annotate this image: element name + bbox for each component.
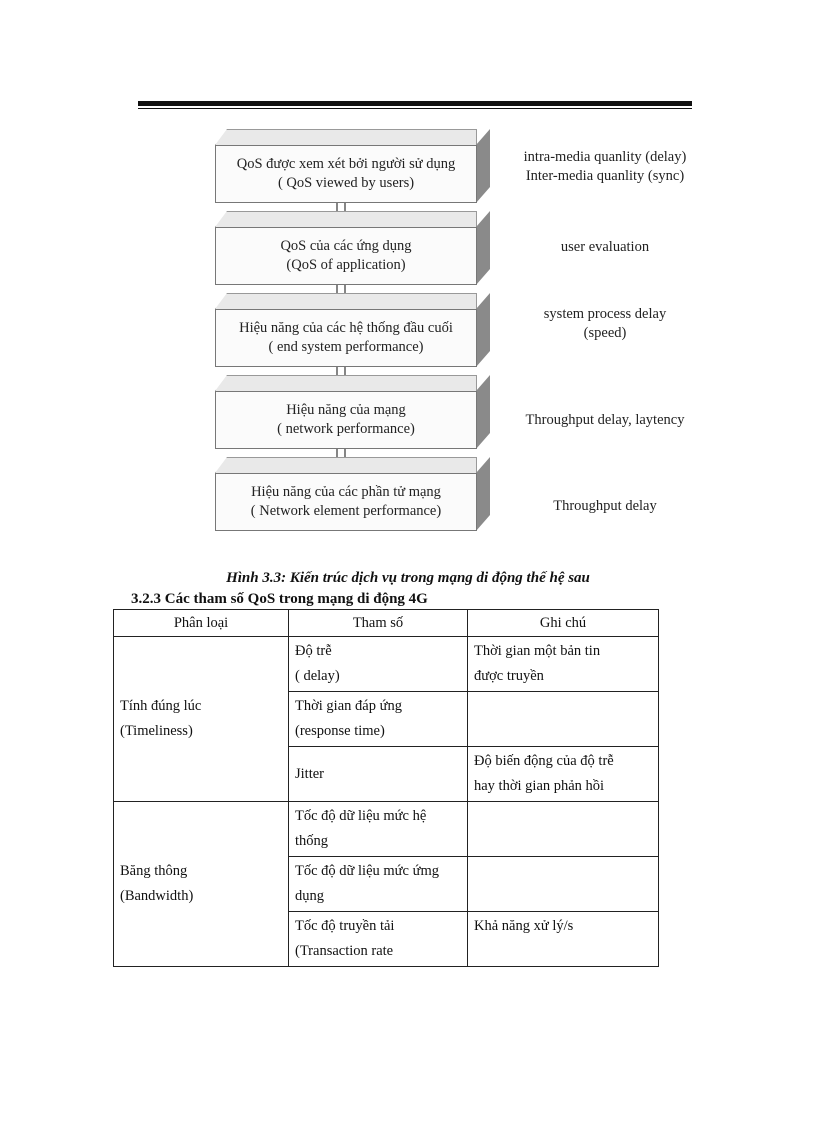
layer-label: Hiệu năng của các phần tử mạng xyxy=(251,484,441,500)
table-header-row xyxy=(114,610,659,637)
parameter-cell: Độ trễ ( delay) xyxy=(289,637,468,692)
parameter-cell: Tốc độ truyền tải (Transaction rate xyxy=(289,912,468,967)
layer-label-en: ( end system performance) xyxy=(268,339,424,355)
table-row xyxy=(114,637,659,692)
layer-label-en: ( Network element performance) xyxy=(250,503,442,519)
parameter-cell: Jitter xyxy=(289,747,468,802)
layer-note: Throughput delay xyxy=(553,498,657,514)
note-cell: Thời gian một bản tin được truyền xyxy=(468,637,659,692)
header-rule-thin xyxy=(138,108,692,109)
layer-label-en: ( QoS viewed by users) xyxy=(277,175,415,191)
layer-note: intra-media quanlity (delay) Inter-media quanlity (sync) xyxy=(523,149,687,184)
note-cell xyxy=(468,857,659,912)
table-row xyxy=(114,802,659,857)
layer-label: QoS được xem xét bởi người sử dụng xyxy=(236,156,456,172)
layer-note: user evaluation xyxy=(560,239,650,255)
layer-label-en: (QoS of application) xyxy=(286,257,406,273)
layer-note: system process delay (speed) xyxy=(543,306,667,341)
qos-parameters-table xyxy=(113,609,659,967)
layer-label-en: ( network performance) xyxy=(277,421,415,437)
layer-note: Throughput delay, laytency xyxy=(525,412,685,428)
parameter-cell: Thời gian đáp ứng (response time) xyxy=(289,692,468,747)
column-header: Phân loại xyxy=(114,610,289,637)
parameter-cell: Tốc độ dữ liệu mức hệ thống xyxy=(289,802,468,857)
parameter-cell: Tốc độ dữ liệu mức ứmg dụng xyxy=(289,857,468,912)
layer-label: QoS của các ứng dụng xyxy=(280,238,412,254)
note-cell xyxy=(468,692,659,747)
layer-label: Hiệu năng của các hệ thống đầu cuối xyxy=(239,320,453,336)
category-cell: Tính đúng lúc (Timeliness) xyxy=(114,637,289,802)
figure-caption: Hình 3.3: Kiến trúc dịch vụ trong mạng di động thế hệ sau xyxy=(226,570,590,586)
note-cell: Khả năng xử lý/s xyxy=(468,912,659,967)
header-rule xyxy=(138,101,692,106)
column-header: Tham số xyxy=(289,610,468,637)
column-header: Ghi chú xyxy=(468,610,659,637)
section-heading: 3.2.3 Các tham số QoS trong mạng di động 4G xyxy=(131,591,428,607)
category-cell: Băng thông (Bandwidth) xyxy=(114,802,289,967)
note-cell: Độ biến động của độ trễ hay thời gian phản hồi xyxy=(468,747,659,802)
layer-label: Hiệu năng của mạng xyxy=(286,402,406,418)
note-cell xyxy=(468,802,659,857)
